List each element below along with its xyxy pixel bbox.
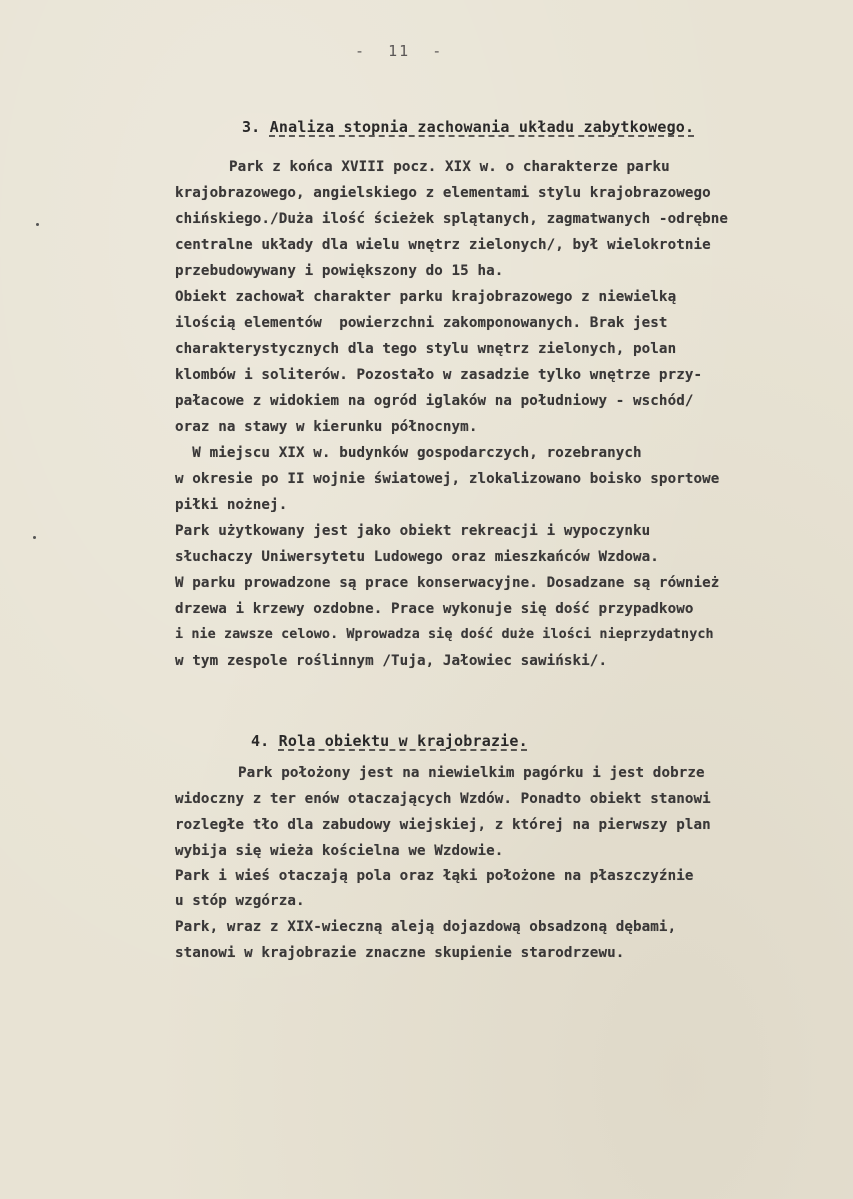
margin-mark (36, 223, 39, 226)
section-4-line: Park, wraz z XIX-wieczną aleją dojazdową obsadzoną dębami, (175, 919, 677, 935)
section-3-line: pałacowe z widokiem na ogród iglaków na południowy - wschód/ (175, 393, 694, 409)
section-3-line: słuchaczy Uniwersytetu Ludowego oraz mieszkańców Wzdowa. (175, 549, 659, 565)
section-4-line: Park i wieś otaczają pola oraz łąki położone na płaszczyźnie (175, 868, 694, 884)
section-3-line: w okresie po II wojnie światowej, zlokalizowano boisko sportowe (175, 471, 720, 487)
section-3-line: i nie zawsze celowo. Wprowadza się dość duże ilości nieprzydatnych (175, 627, 714, 642)
section-4-line: widoczny z ter enów otaczających Wzdów. Ponadto obiekt stanowi (175, 791, 711, 807)
section-4-line: rozległe tło dla zabudowy wiejskiej, z której na pierwszy plan (175, 817, 711, 833)
page-number: - 11 - (355, 42, 444, 60)
section-4-line: wybija się wieża kościelna we Wzdowie. (175, 843, 504, 859)
section-3-line: drzewa i krzewy ozdobne. Prace wykonuje się dość przypadkowo (175, 601, 694, 617)
section-4-line: Park położony jest na niewielkim pagórku i jest dobrze (238, 765, 705, 781)
section-3-line: W miejscu XIX w. budynków gospodarczych, rozebranych (175, 445, 642, 461)
section-3-heading (205, 100, 694, 154)
section-3-line: Park z końca XVIII pocz. XIX w. o charakterze parku (229, 159, 670, 175)
section-3-number: 3. (241, 118, 270, 136)
section-3-line: Obiekt zachował charakter parku krajobrazowego z niewielką (175, 289, 677, 305)
section-3-line: ilością elementów powierzchni zakomponowanych. Brak jest (175, 315, 668, 331)
section-3-line: oraz na stawy w kierunku północnym. (175, 419, 478, 435)
section-3-line: krajobrazowego, angielskiego z elementami stylu krajobrazowego (175, 185, 711, 201)
section-3-title: Analiza stopnia zachowania układu zabytkowego. (269, 118, 695, 136)
section-3-line: chińskiego./Duża ilość ścieżek splątanych, zagmatwanych -odrębne (175, 211, 729, 227)
section-4-heading (214, 714, 528, 768)
section-4-number: 4. (250, 732, 279, 750)
section-3-line: Park użytkowany jest jako obiekt rekreacji i wypoczynku (175, 523, 651, 539)
section-3-line: piłki nożnej. (175, 497, 288, 513)
section-4-title: Rola obiektu w krajobrazie. (278, 732, 528, 750)
section-4-line: stanowi w krajobrazie znaczne skupienie starodrzewu. (175, 945, 625, 961)
margin-mark (33, 536, 36, 539)
section-4-line: u stóp wzgórza. (175, 893, 305, 909)
section-3-line: przebudowywany i powiększony do 15 ha. (175, 263, 504, 279)
section-3-line: w tym zespole roślinnym /Tuja, Jałowiec sawiński/. (175, 653, 608, 669)
section-3-line: W parku prowadzone są prace konserwacyjne. Dosadzane są również (175, 575, 720, 591)
section-3-line: centralne układy dla wielu wnętrz zielonych/, był wielokrotnie (175, 237, 711, 253)
section-3-line: charakterystycznych dla tego stylu wnętrz zielonych, polan (175, 341, 677, 357)
section-3-line: klombów i soliterów. Pozostało w zasadzie tylko wnętrze przy- (175, 367, 703, 383)
